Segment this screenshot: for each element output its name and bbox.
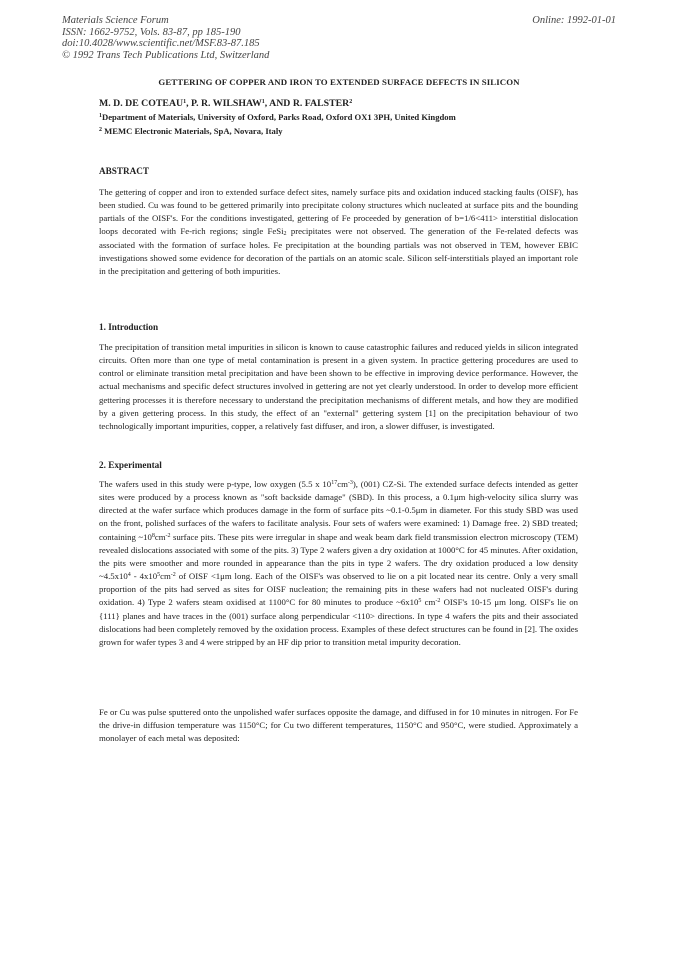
copyright-line: © 1992 Trans Tech Publications Ltd, Switzerland [62,49,270,61]
affiliation-text: Department of Materials, University of Oxford, Parks Road, Oxford OX1 3PH, United Kingdom [102,112,456,122]
author-name: , AND R. FALSTER [264,98,350,109]
affiliation-mark: 1 [99,113,102,119]
affiliation-mark: 2 [99,127,102,133]
affiliation-mark: 1 [183,99,187,105]
issn-line: ISSN: 1662-9752, Vols. 83-87, pp 185-190 [62,26,241,38]
introduction-paragraph: The precipitation of transition metal impurities in silicon is known to cause catastrophic failures and reduced yields in silicon integrated circuits. Often more than one type of metal contamination is present in a given system. In practice gettering procedures are used to control or eliminate transition metal precipitation and have been shown to be effective in improving device performance. However, the actual mechanisms and specific defect structures involved in gettering are not yet clearly understood. In order to develop more efficient gettering processes it is therefore necessary to understand the precipitation mechanisms of different metals, and how they are modified by a given gettering process. In this study, the effect of an "external" gettering system [1] on the precipitation behaviour of two technologically important impurities, copper, a relatively fast diffuser, and iron, a slower diffuser, is investigated. [99,342,578,431]
experimental-heading: 2. Experimental [99,460,162,470]
abstract-paragraph: The gettering of copper and iron to extended surface defect sites, namely surface pits and oxidation induced stacking faults (OISF), has been studied. Cu was found to be gettered primarily into precipitate colony structures which nucleated at surface pits and the bounding partials of the OISF's. For the conditions investigated, gettering of Fe proceeded by generation of b=1/6<411> interstitial dislocation loops decorated with Fe-rich regions; single FeSi$_2$ precipitates were not observed. The generation of the Fe-related defects was associated with the formation of surface holes. Fe precipitation at the bounding partials was not observed in TEM, however EBIC investigations showed some evidence for decoration of the partials on an atomic scale. Silicon self-interstitials played an important role in the precipitation and gettering of both impurities. [99,187,578,276]
author-name: M. D. DE COTEAU [99,98,184,109]
affiliation-mark: 2 [349,99,353,105]
affiliation-2 [99,126,283,136]
journal-header [62,15,269,61]
affiliation-mark: 1 [261,99,265,105]
experimental-paragraph-2: Fe or Cu was pulse sputtered onto the unpolished wafer surfaces opposite the damage, and diffused in for 10 minutes in nitrogen. For Fe the drive-in diffusion temperature was 1150°C; for Cu two different temperatures, 1150°C and 950°C, were studied. Approximately a monolayer of each metal was deposited: [99,707,578,744]
doi-line[interactable]: doi:10.4028/www.scientific.net/MSF.83-87.185 [62,38,260,50]
author-list [99,98,352,109]
affiliation-text: MEMC Electronic Materials, SpA, Novara, Italy [102,126,283,136]
online-date: Online: 1992-01-01 [532,15,616,26]
experimental-paragraph-1: The wafers used in this study were p-type, low oxygen (5.5 x $10^{17}cm^{-3}$), (001) CZ-Si. The extended surface defects intended as getter sites were produced by a process known as "soft backside damage" (SBD). In this process, a 0.1μm high-velocity silica slurry was directed at the wafer surface which produces damage in the form of surface pits ~0.1-0.5μm in diameter. For this study SBD was used on the front, polished surfaces of the wafers to facilitate analysis. Four sets of wafers were examined: 1) Damage free. 2) SBD treated; containing $\sim 10^8cm^{-2}$ surface pits. These pits were irregular in shape and weak beam dark field transmission electron microscopy (TEM) revealed dislocations associated with some of the pits. 3) Type 2 wafers given a dry oxidation at 1000°C for 45 minutes. After oxidation, the pits were smoother and more rounded in appearance than the pits in type 2 wafers. The dry oxidation produced a low density $\sim 4.5x10^4 - 4x10^5cm^{-2}$ of OISF <1μm long. Each of the OISF's was observed to lie on a pit located near its centre. Only a very small proportion of the pits had served as sites for OISF nucleation; the remaining pits in these wafers had not nucleated OISF's during oxidation. 4) Type 2 wafers steam oxidised at 1100°C for 80 minutes to produce $\sim 6x10^5$ $cm^{-2}$ OISF's 10-15 μm long. OISF's lie on {111} planes and have traces in the (001) surface along perpendicular <110> directions. In type 4 wafers the pits and their associated dislocations had been completely removed by the oxidation process. Examples of these defect structures can be found in [2]. The oxides grown for wafer types 3 and 4 were stripped by an HF dip prior to transition metal impurity decoration. [99,479,579,647]
journal-name: Materials Science Forum [62,15,169,26]
paper-title: GETTERING OF COPPER AND IRON TO EXTENDED SURFACE DEFECTS IN SILICON [158,77,520,87]
abstract-heading: ABSTRACT [99,166,150,176]
affiliation-1 [99,112,456,122]
introduction-heading: 1. Introduction [99,322,159,332]
author-name: , P. R. WILSHAW [186,98,262,109]
